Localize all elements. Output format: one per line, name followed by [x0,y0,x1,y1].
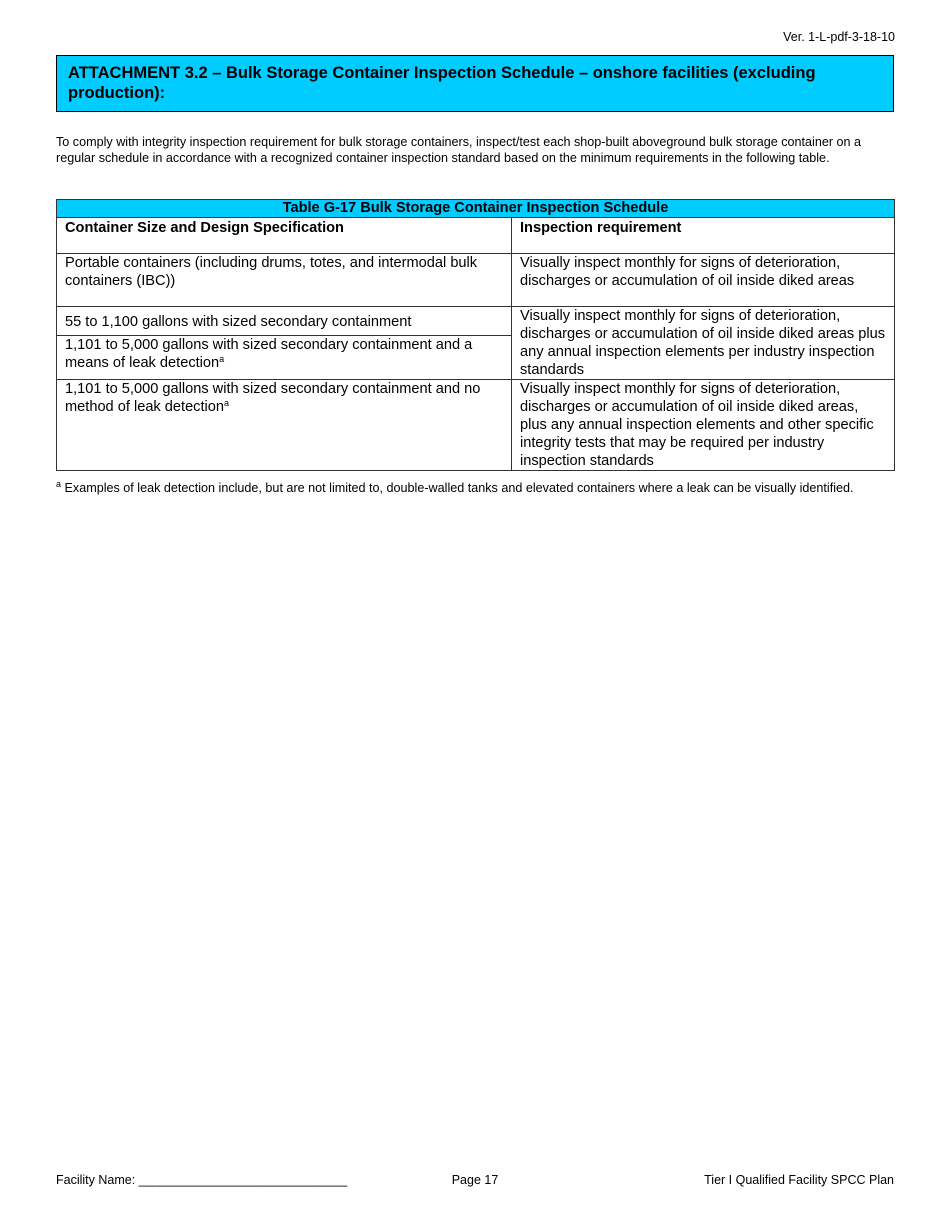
spec-cell [57,307,512,336]
facility-name-field: Facility Name: ______________________________ [56,1173,348,1187]
plan-title: Tier I Qualified Facility SPCC Plan [704,1173,894,1187]
table-header-row [57,218,895,254]
spec-text: 1,101 to 5,000 gallons with sized secondary containment and a means of leak detection [65,337,473,372]
table-row [57,380,895,471]
footnote-marker: a [219,354,225,365]
footnote-marker: a [224,398,230,408]
column-header-spec: Container Size and Design Specification [57,218,512,254]
intro-paragraph: To comply with integrity inspection requirement for bulk storage containers, inspect/test each shop-built aboveground bulk storage container on a regular schedule in accordance with a recognized container inspection standard based on the minimum requirements in the following table. [56,135,862,165]
footnote-marker: a [56,479,62,489]
spec-cell [57,380,512,471]
table-row [57,254,895,307]
spec-text: 1,101 to 5,000 gallons with sized secondary containment and no method of leak detection [65,381,481,415]
spec-cell: Portable containers (including drums, totes, and intermodal bulk containers (IBC)) [57,254,512,307]
requirement-cell: Visually inspect monthly for signs of deterioration, discharges or accumulation of oil inside diked areas, plus any annual inspection elements and other specific integrity tests that may be required per industry inspection standards [512,380,895,471]
attachment-title-banner: ATTACHMENT 3.2 – Bulk Storage Container Inspection Schedule – onshore facilities (excluding production): [56,55,894,112]
column-header-requirement: Inspection requirement [512,218,895,254]
requirement-cell: Visually inspect monthly for signs of deterioration, discharges or accumulation of oil inside diked areas [512,254,895,307]
table-footnote [56,480,894,496]
page-number: Page 17 [451,1173,499,1187]
table-caption: Table G-17 Bulk Storage Container Inspection Schedule [57,200,895,218]
requirement-cell: Visually inspect monthly for signs of deterioration, discharges or accumulation of oil inside diked areas plus any annual inspection elements per industry inspection standards [512,307,895,380]
footnote-text: Examples of leak detection include, but are not limited to, double-walled tanks and elevated containers where a leak can be visually identified. [61,481,854,495]
spec-text: 55 to 1,100 gallons with sized secondary containment [65,314,412,330]
version-label: Ver. 1-L-pdf-3-18-10 [783,30,895,44]
inspection-schedule-table [56,199,895,471]
table-caption-row [57,200,895,218]
spec-cell [57,336,512,380]
table-row [57,307,895,336]
